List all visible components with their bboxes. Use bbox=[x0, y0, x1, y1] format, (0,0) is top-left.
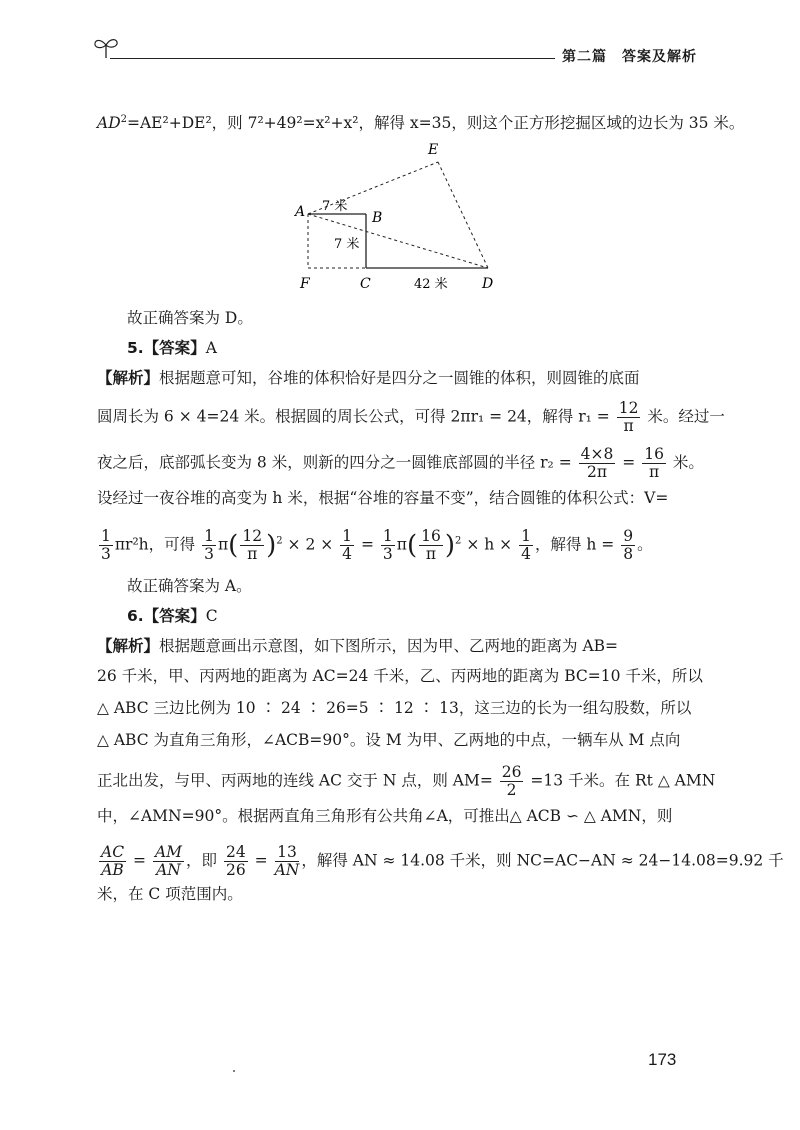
q6-analysis-line5: 正北出发，与甲、丙两地的连线 AC 交于 N 点，则 AM= $\frac{26}{2}$ =13 千米。在 Rt △ AMN bbox=[97, 763, 716, 799]
label-b: B bbox=[372, 210, 383, 226]
q5-conclusion: 故正确答案为 A。 bbox=[127, 577, 252, 595]
q4-conclusion: 故正确答案为 D。 bbox=[127, 309, 253, 327]
line-ed bbox=[438, 162, 488, 268]
q5-analysis-line3: 夜之后，底部弧长变为 8 米，则新的四分之一圆锥底部圆的半径 r₂ = $\frac{4\times 8}{2\pi}$ = $\frac{16}{\pi}$ 米。 bbox=[97, 445, 704, 481]
q6-answer: 6.【答案】C bbox=[127, 607, 218, 625]
q5-analysis-line1: 【解析】根据题意可知，谷堆的体积恰好是四分之一圆锥的体积，则圆锥的底面 bbox=[97, 369, 640, 387]
label-d: D bbox=[482, 276, 494, 290]
scan-speck bbox=[233, 1070, 235, 1072]
square-excavation-figure bbox=[290, 140, 500, 290]
q5-analysis-line5: $\frac{1}{3}$ πr²h，可得 $\frac{1}{3}$ π( $\frac{12}{\pi}$ )$^2$ × 2 × $\frac{1}{4}$ = $\frac{1}{3}$ π( $\frac{16}{\pi}$ )$^2$ × h × $\frac{1}{4}$ ，解得 h = $\frac{9}{8}$ 。 bbox=[101, 527, 653, 563]
label-c: C bbox=[360, 276, 371, 290]
q6-analysis-line6: 中，∠AMN=90°。根据两直角三角形有公共角∠A，可推出△ ACB ∽ △ AMN，则 bbox=[97, 807, 673, 825]
header-rule bbox=[110, 58, 555, 59]
sprout-logo-icon bbox=[92, 34, 120, 60]
pythagoras-line: $AD^2=AE^2+DE^2$，则 7²+49²=x²+x²，解得 x=35，则这个正方形挖掘区域的边长为 35 米。 bbox=[97, 114, 745, 133]
q5-analysis-line2: 圆周长为 6 × 4=24 米。根据圆的周长公式，可得 2πr₁ = 24，解得 r₁ = $\frac{12}{\pi}$ 米。经过一 bbox=[97, 399, 725, 435]
label-f: F bbox=[300, 276, 310, 290]
q6-analysis-line2: 26 千米，甲、丙两地的距离为 AC=24 千米，乙、丙两地的距离为 BC=10 千米，所以 bbox=[97, 667, 703, 685]
q5-analysis-line4: 设经过一夜谷堆的高变为 h 米，根据“谷堆的容量不变”，结合圆锥的体积公式：V= bbox=[97, 489, 669, 507]
q6-analysis-line1: 【解析】根据题意画出示意图，如下图所示，因为甲、乙两地的距离为 AB= bbox=[97, 637, 619, 655]
page-number: 173 bbox=[648, 1050, 677, 1069]
running-header: 第二篇 答案及解析 bbox=[562, 49, 697, 65]
length-cd: 42 米 bbox=[414, 277, 448, 290]
label-e: E bbox=[428, 142, 439, 158]
length-ab: 7 米 bbox=[322, 199, 348, 214]
q6-analysis-line4: △ ABC 为直角三角形，∠ACB=90°。设 M 为甲、乙两地的中点，一辆车从 M 点向 bbox=[97, 731, 681, 749]
length-bc: 7 米 bbox=[334, 237, 360, 252]
label-a: A bbox=[295, 204, 306, 220]
q6-analysis-line7: $\frac{AC}{AB}$ = $\frac{AM}{AN}$ ，即 $\frac{24}{26}$ = $\frac{13}{AN}$ ，解得 AN ≈ 14.08 千米，则 NC=AC−AN ≈ 24−14.08=9.92 千 bbox=[101, 843, 784, 879]
q6-analysis-line8: 米，在 C 项范围内。 bbox=[97, 885, 243, 903]
q5-answer: 5.【答案】A bbox=[127, 339, 217, 357]
q6-analysis-line3: △ ABC 三边比例为 10 ∶ 24 ∶ 26=5 ∶ 12 ∶ 13，这三边的长为一组勾股数，所以 bbox=[97, 699, 692, 717]
